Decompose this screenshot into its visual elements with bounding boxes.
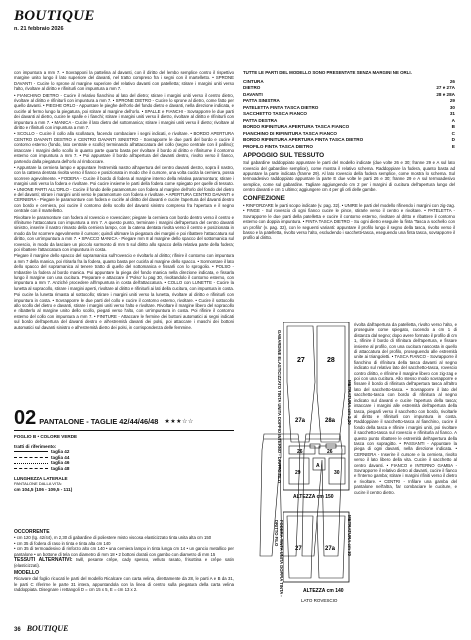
footer-brand: BOUTIQUE [26,624,69,633]
narrow-text: rivolta dall'apertura da patelletta, rivolto verso l'alto, e proseguire come spiegato, cucendo a cm 1 di distanza dal segno; dopo avere formato il profilo di cm 1, rifinire il bordo di rifinitura dell'apertura, e fissare insieme al profilo, con una cucitura nascosta in quello di attaccatura del profilo, proseguendo alle estremità unite ai triangoletti. • TASCA FIANCO - Sovrapporre il fianchino di rifinitura della tasca davanti al segno indicato sul relativo lato del sacchetto-tasca, rovescio contro diritto, e rifinirne il margine libero con zig-zag e poi con una cucitura. Allo stesso modo sovrapporre e fissare il bordo di rifinitura dell'apertura tasca all'altro lato del sacchetto-tasca. • Sovrapporre il lato del sacchetto-tasca con bordo di rifinitura al segno indicato sul davanti e cucire l'apertura della tasca; intaccare i margini alle estremità dell'apertura della tasca, piegarli verso il sacchetto con bordo, rivoltarle al diritto e rifiniturli con impuntura in costa. Raddoppiare il sacchetto-tasca al fianchino, cucire il fondo della tasca e rifinire i margini uniti, poi rivoltare il sacchetto-tasca sul rovescio e rifiniturla al fianco. A questo punto ribattere le estremità dell'apertura della tasca con sopragitto. • PASSANTI - Appuntare la piega di ogni davanti, nella direzione indicata. • CERNIERA - Inserire il cursore e la cerniera, rivolto verso il lato libero della vita. Cucire il sacchetto al centro davanti. • FIANCO e INTERNO GAMBA - Sovrapporre il relativo dietro al davanti, cucire il fianco e l'interno gamba; stirare i margini rifiniti verso il dietro e rivoltare. • CENTRI - Infilare una gamba del pantalone nell'altra, far combaciare le cuciture, e cucire il centro dietro. [354,322,457,495]
piece-label: 29 [295,470,301,476]
part-number: 26 [449,79,455,84]
tratti-title: tratti di riferimento: [14,443,57,449]
piece-label: 27 [297,357,305,364]
parts-table [243,78,455,149]
parts-row [243,143,455,149]
piece-label: 30 [334,470,340,476]
part-name: DIETRO [243,85,261,91]
part-number: B [451,124,455,130]
size-stroke [14,468,48,469]
pants-back [302,434,342,556]
title-divider [14,430,234,431]
instruction-paragraph: Poi cucire la lunetta rimasta al sottocollo; stirare i margini uniti verso la lunetta, rivoltare al diritto e rifiniturli con impuntura in costa. • Sovrapporre le due parti del collo e cucire il contorno esterno, rivoltare. • Cucire il sottocollo allo scollo del dietro e davanti, stirare i margini uniti verso l'alto e rivoltare. Rivoltare il margine libero del sopracollo e ribatterlo al margine unito dello scollo, piegati verso l'alto, con un'impuntura in costa. Poi rifinire il contorno esterno del collo con impuntura a mm 7. • FINITURE - Attaccare le fermine dei bottoni automatici ai segni indicati sul bordo dell'apertura del davanti destro e all'estremità davanti dei polsi, poi attaccare i maschi dei bottoni automatici sul davanti sinistro e all'estremità dietro dei polsi, in corrispondenza delle femmine. [14,292,234,330]
piece-label: 28 [327,357,335,364]
size-label: taglia 48 [51,465,70,471]
piece-label: 28a [325,418,336,424]
size-stroke [14,457,48,458]
instructions-right-column [243,70,455,242]
page-header [14,8,95,32]
magazine-brand: BOUTIQUE [14,8,95,24]
size-label: taglia 44 [51,454,70,460]
part-number: C [451,130,455,136]
instruction-paragraph: • Appuntare la cerniera lampo e appuntare l'estremità nastro all'apertura del centro davanti destro, sopra il nastro, con la cattena dentata rivolta verso il fianco e posizionata in modo che il cursore, una volta cucita la cerniera, possa scorrere agevolmente. • FODERA - Cucire il bordo di fodera al margine interno della relativa paramontura; stirare i margini uniti verso la fodera e rivoltare. Poi cucire insieme le parti della fodera come spiegato per quelle di tessuto. • UNIONE PARTI ALL'ORLO - Cucire il fondo delle paramonture con fodera al margine dell'orlo del fondo del dietro e del davanti; stirare i margini uniti verso le paramonture con fodera e rivoltare. • APERTURA CENTRO DAVANTI e CERNIERA - Piegare le paramonture con fodera e cucirle al diritto del davanti e cucire l'apertura del davanti destro con bordo e cerniera, poi cucire il contorno dello scollo del davanti sinistro compreso fra l'apertura e il segno centrale con il martelletto. [14,164,234,214]
piece-label: 27a [295,418,306,424]
foglio-label: FOGLIO B • COLORE VERDE [14,434,78,439]
instruction-paragraph: • FIANCHINO DIETRO - Cucire il relativo fianchino al lato del dietro; stirare i margini uniti verso il centro dietro, rivoltare al diritto e rifiniturli con impuntura a mm 7. • SPRONE DIETRO - Cucire lo sprone al dietro, come fatto per quello davanti. • PIEGHE ORLO - Appuntare le pieghe dell'orlo del fondo dietro e davanti, nella direzione indicata, e cucirle al fermo lungo la piegatura, poi stirare al margine dell'orlo. • SPALLE e FIANCHI - Sovrapporre le due parti dei davanti al dietro, cucire le spalle e i fianchi; stirare i margini uniti verso il dietro, rivoltare al diritto e rifiniturli con impuntura a mm 7. • MANICA - Cucire il lato dietro del sottomanica; stirare i margini uniti verso il dietro; rivoltare al diritto e rifiniturli con impuntura a mm 7. [14,92,234,131]
part-name: PATELETTA FINTA TASCA DIETRO [243,104,319,110]
lunghezza-value: cm 104,5 (106 - 109,5 - 111) [14,486,73,492]
part-number: 30 [449,104,455,110]
fodera-side-label: FODERA TINTA UNITA DOPPIA TINTA - DRITTO FILO [274,520,284,597]
pattern-piece [287,326,315,442]
instruction-paragraph: • SCOLLO - Cucire il collo alla scollatura, facendo combaciare i segni indicati, e rivoltare. • BORDO APERTURA CENTRO DAVANTI DESTRO e CENTRO DAVANTI SINISTRO - Sovrapporre le due parti del bordo e cucire il contorno esterno (fondo, lato centrale e scollo) terminando all'attaccatura del collo (segno centrale con il pallino); intaccare i margini dello scollo in quanto parte quarto basta per rivoltare il bordo al diritto e rifiniturne il contorno esterno con impuntura a mm 7. • Poi appuntare il bordo all'apertura del davanti destro, rivolto verso il fianco, partendo dalla piegatura dell'orlo al rimboccare. [14,131,234,164]
altezza-150-label: ALTEZZA cm 150 [293,494,334,500]
part-number: 27 e 27A [436,85,455,91]
occorrente-title: OCCORRENTE [14,529,50,535]
lato-rovescio-label: LATO ROVESCIO [301,598,338,603]
page-footer [14,624,68,633]
part-number: 31 [449,111,455,117]
part-number: 28 e 28A [436,91,455,97]
page-number: 36 [14,627,21,633]
product-meta [14,434,234,492]
piece-label: A [316,463,320,469]
pants-illustration [258,430,348,560]
part-name: FIANCHINO DI RIFINITURA TASCA FIANCO [243,130,337,136]
size-label: taglia 42 [51,449,70,455]
part-name: PATTA SINISTRA [243,98,280,104]
part-number: 29 [449,98,455,104]
instruction-paragraph: Rivoltare le paramonture con fodera al rovescio e rovesciare; piegare la cerniera con bordo dentro verso il centro e rifiniturne l'attaccatura con impuntura a mm 7. A questo punto, terminare i margini dell'apertura del centro davanti sinistro, inserire il nastro rimasto della cerniera lampo, con la catena dentata rivolta verso il centro e posizionata in modo da far scorrere agevolmente il cursore; quindi ultimare la piegatura dei margini e poi ribattere l'attaccatura sul diritto, con un'impuntura a mm 7. • SPACCO MANICA - Piegare mm 8 al margine dello spacco del sottomanica sul rovescio, in modo da lasciare un piccolo sormonto di mm 5 sul diritto allo spacco della relativa parte della fodera; poi ribattere l'attaccatura con impuntura in costa. [14,214,234,252]
instructions-narrow-column [354,322,457,495]
piece-label: 26 [297,449,303,455]
instruction-paragraph: Piegare il margine dello spacco del sopramanica sull'rovescio e rivoltarlo al diritto; rifinire il contorno con impuntura a mm 7 della manica, poi ritirarla fra la fodera, quanto basta per cucirla al margine dello spacco. • Sormontare il lato dello spacco del sopramanica al tenere tratto di quello del sottomanica e fissarli con lo sprogolio. • POLSO - Imbastire la fodera al bordo manica. Poi appuntare la piega del fondo manica nella direzione indicata, e fissarla lungo il margine con una cucitura. Preparare e attaccare il 'Polso' lu pag 30, rivoltandolo il contorno esterno, con impuntura a mm 7. Anziché procedere all'impuntura in costa dell'attaccatura. • COLLO con LUNETTE - Cucire la lunetta al sopracollo, stirare i margini aperti, rivoltare al diritto e rifiniturli ai lati della cucitura, con impuntura in costa. [14,253,234,291]
instruction-paragraph: con impuntura a mm 7. • Sovrapponi la pattelina al davanti, con il diritto del lembo semplice contro il rispettivo margine unito lungo il lato superiore del davanti, nel tratto compreso fra i segni con il martelletto. • SPRONE DAVANTI - Cucire lo sprone al margine superiore del relativo davanti con patelletta; stirare i margini uniti verso l'alto, rivoltare al diritto e rifiniturli con impuntura a mm 7. [14,70,234,92]
altezza-140-label: ALTEZZA cm 140 [303,588,344,594]
appoggio-title: APPOGGIO SUL TESSUTO [243,151,325,159]
instructions-left-column [14,70,234,331]
size-stroke [14,463,48,464]
part-name: BORDO RIFINITURA APERTURA FINTA TASCA DIETRO [243,137,364,143]
modello-title: MODELLO [14,569,39,576]
piece-label: 27a [325,546,336,552]
part-number: D [451,137,455,143]
size-label: taglia 46 [51,460,70,466]
piece-label: 27 [295,546,302,552]
metratura-label: METRATURA cm 2,20 [347,380,352,425]
part-name: SACCHETTO TASCA FIANCO [243,111,307,117]
part-number: E [451,143,455,149]
gabardine-side-label: GABARDINE ELASTICIZZATO TINTA UNITA DOPPIO INTERNO - DRITTO FILO [277,330,282,484]
modello-text: Ricavare dal foglio ricucati le parti del modello Ricalcare con carta velina, direttamente da 28, le parti A e B da 31, le parti C riferirne le parte 31 intera, appuntandola con la linea di centro sulla piegatura della carta velina raddoppiata. Disegnare i rettangoli D = cm 15 x 5, E = cm 13 x 2. [14,576,234,593]
occorrente-item: • cm 35 di termoadesivo di rinforzo alto cm 140 • una cerniera lampo in tinta lunga cm 14 • un gancio metallico per pantalone • un bottone di tela con diametro di mm 18 • 2 bottoni doratii con gambo con diametro di mm 15 [14,546,234,557]
piece-label: 26 [327,449,333,455]
issue-number: n. 21 febbraio 2026 [14,26,64,32]
product-number: 02 [14,407,37,429]
product-title-row [14,408,234,428]
confezione-title: CONFEZIONE [243,194,285,202]
metratura-30-label: METRATURA cm 30 [347,515,352,556]
tessuti-title: TESSUTI ALTERNATIVI: [14,557,73,564]
lunghezza-sub: PANTALONE DALLA VITA: [14,481,63,487]
part-name: DAVANTI [243,91,263,97]
part-name: BORDO RIFINITURA APERTURA TASCA FIANCO [243,124,350,130]
part-name: CINTURA [243,79,264,84]
appoggio-text: Sul gabardine raddoppiato appuntare le parti del modello indicate (due volte 26 e 30; franne 29 e A sul lato rovescio del gabardine semplice), come mostra il relativo schema. Raddoppiare la fodera, quanto basta ad appuntare la parte indicata (franne 29). Al lato rovescio della fodera semplice, come mostra lo schema. Sul termoadesivo raddoppiato appuntare la parte E due volte le parti 26 e 30; franne 29 e A sul termoadesivo semplice, come sul gabardine. Tagliare aggiungendo cm 2 per i margini di cucitura dell'apertura lungo del centro davanti e cm 1 ultimo; aggiungere cm 4 per gli orli delle gambe. [243,160,455,193]
size-stroke [14,451,48,452]
back-pocket-flap [326,444,336,448]
pants-front [260,434,300,556]
part-name: PROFILO FINTA TASCA DIETRO [243,143,313,149]
tessuti-text: twill, pesante crêpe, cady spesso, velluto rasato, frisottina e crêpe satin (elasticizzati). [14,557,235,569]
occorrente-item: • cm 35 di fodera di raso in tinta e tinta alta cm 140 [14,540,111,546]
lunghezza-title: LUNGHEZZA LATERALE [14,475,68,481]
part-number: A [451,117,455,123]
parts-table-title: TUTTE LE PARTI DEL MODELLO SONO PRESENTATE SENZA MARGINI NE ORLI. [243,70,412,75]
confezione-text: • RINFORZARE le parti scopo indicate (v. pag. 32). • UNIRE le parti del modello rifinendo i margini con zig-zag. • FINGE - Sul rovescio di ogni fianco cucire le pince, stirarle verso il centro e rivoltare. • PATELETTA - Sovrapporre le due parti della patelletta e cucire il contorno esterno, rivoltare al dritto e ribattere il contorno esterno con doppia impuntura. • FINTA TASCA DIETRO - Su ogni dietro eseguire la finta 'Tasca a sochello con un profilo' (v. pag. 32), con le seguenti varianti: appuntare il profilo lungo il segno della tasca, rivolto verso il basso e la patelletta, rivolto verso l'alto, escludendo i sacchetti-tasca, eseguendo una finta tasca, sovrapporre il profilo al diritto. [243,202,455,241]
pattern-piece [317,326,345,442]
difficulty-stars: ★★★☆☆ [164,418,194,425]
back-pocket-flap [310,444,320,448]
occorrente-section [14,530,234,592]
part-name: PATTA DESTRA [243,117,278,123]
product-title: PANTALONE - TAGLIE 42/44/46/48 [39,416,159,426]
occorrente-item: • cm 120 (tg. 42/44), m 2,30 di gabardine di poliestere misto viscosa elasticizzato tinta unita alta cm 150 [14,535,212,541]
